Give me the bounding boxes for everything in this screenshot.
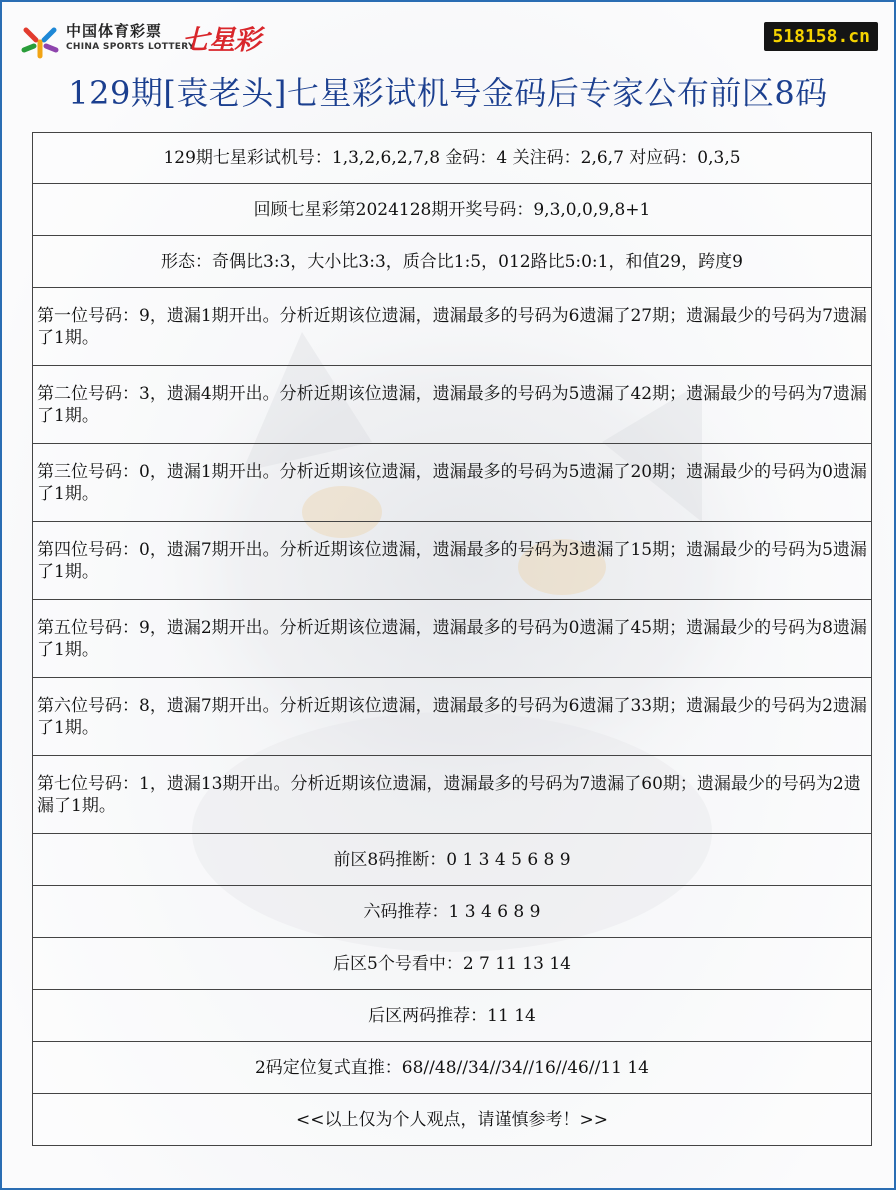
back-2-row [32,990,872,1042]
page-title: 129期[袁老头]七星彩试机号金码后专家公布前区8码 [68,74,828,112]
review-text: 回顾七星彩第2024128期开奖号码：9,3,0,0,9,8+1 [253,199,651,220]
logo-brand: 七星彩 [182,25,260,56]
position-4-text: 第四位号码：0，遗漏7期开出。分析近期该位遗漏，遗漏最多的号码为3遗漏了15期；遗漏最少的号码为5遗漏了1期。 [37,539,867,582]
header [2,2,894,132]
position-2-text: 第二位号码：3，遗漏4期开出。分析近期该位遗漏，遗漏最多的号码为5遗漏了42期；遗漏最少的号码为7遗漏了1期。 [37,383,867,426]
six-code-row [32,886,872,938]
trial-number-row [32,132,872,184]
back-5-row [32,938,872,990]
position-6-text: 第六位号码：8，遗漏7期开出。分析近期该位遗漏，遗漏最多的号码为6遗漏了33期；遗漏最少的号码为2遗漏了1期。 [37,695,867,738]
disclaimer-row [32,1094,872,1146]
position-5-text: 第五位号码：9，遗漏2期开出。分析近期该位遗漏，遗漏最多的号码为0遗漏了45期；遗漏最少的号码为8遗漏了1期。 [37,617,867,660]
position-3-row [32,444,872,522]
back-2-text: 后区两码推荐：11 14 [368,1005,536,1026]
position-7-text: 第七位号码：1，遗漏13期开出。分析近期该位遗漏，遗漏最多的号码为7遗漏了60期；遗漏最少的号码为2遗漏了1期。 [37,773,861,816]
form-text: 形态：奇偶比3:3，大小比3:3，质合比1:5，012路比5:0:1，和值29，跨度9 [161,251,743,272]
content-table [32,132,872,1146]
position-4-row [32,522,872,600]
six-code-text: 六码推荐：1 3 4 6 8 9 [363,901,541,922]
trial-number-text: 129期七星彩试机号：1,3,2,6,2,7,8 金码：4 关注码：2,6,7 对应码：0,3,5 [163,148,741,168]
position-2-row [32,366,872,444]
position-6-row [32,678,872,756]
position-2-code-text: 2码定位复式直推：68//48//34//34//16//46//11 14 [254,1057,649,1078]
disclaimer-text: <<以上仅为个人观点，请谨慎参考！>> [296,1109,608,1130]
site-badge: 518158.cn [764,22,878,51]
front-8-row [32,834,872,886]
logo-cn-name: 中国体育彩票 [66,22,163,40]
review-row [32,184,872,236]
position-5-row [32,600,872,678]
position-1-text: 第一位号码：9，遗漏1期开出。分析近期该位遗漏，遗漏最多的号码为6遗漏了27期；遗漏最少的号码为7遗漏了1期。 [37,305,867,348]
position-7-row [32,756,872,834]
logo-en-name: CHINA SPORTS LOTTERY [66,42,195,52]
back-5-text: 后区5个号看中：2 7 11 13 14 [333,953,571,974]
lottery-star-icon [20,20,60,60]
position-3-text: 第三位号码：0，遗漏1期开出。分析近期该位遗漏，遗漏最多的号码为5遗漏了20期；遗漏最少的号码为0遗漏了1期。 [37,461,867,504]
position-1-row [32,288,872,366]
china-sports-lottery-logo [20,18,280,62]
position-2-code-row [32,1042,872,1094]
form-row [32,236,872,288]
front-8-text: 前区8码推断：0 1 3 4 5 6 8 9 [333,849,571,870]
